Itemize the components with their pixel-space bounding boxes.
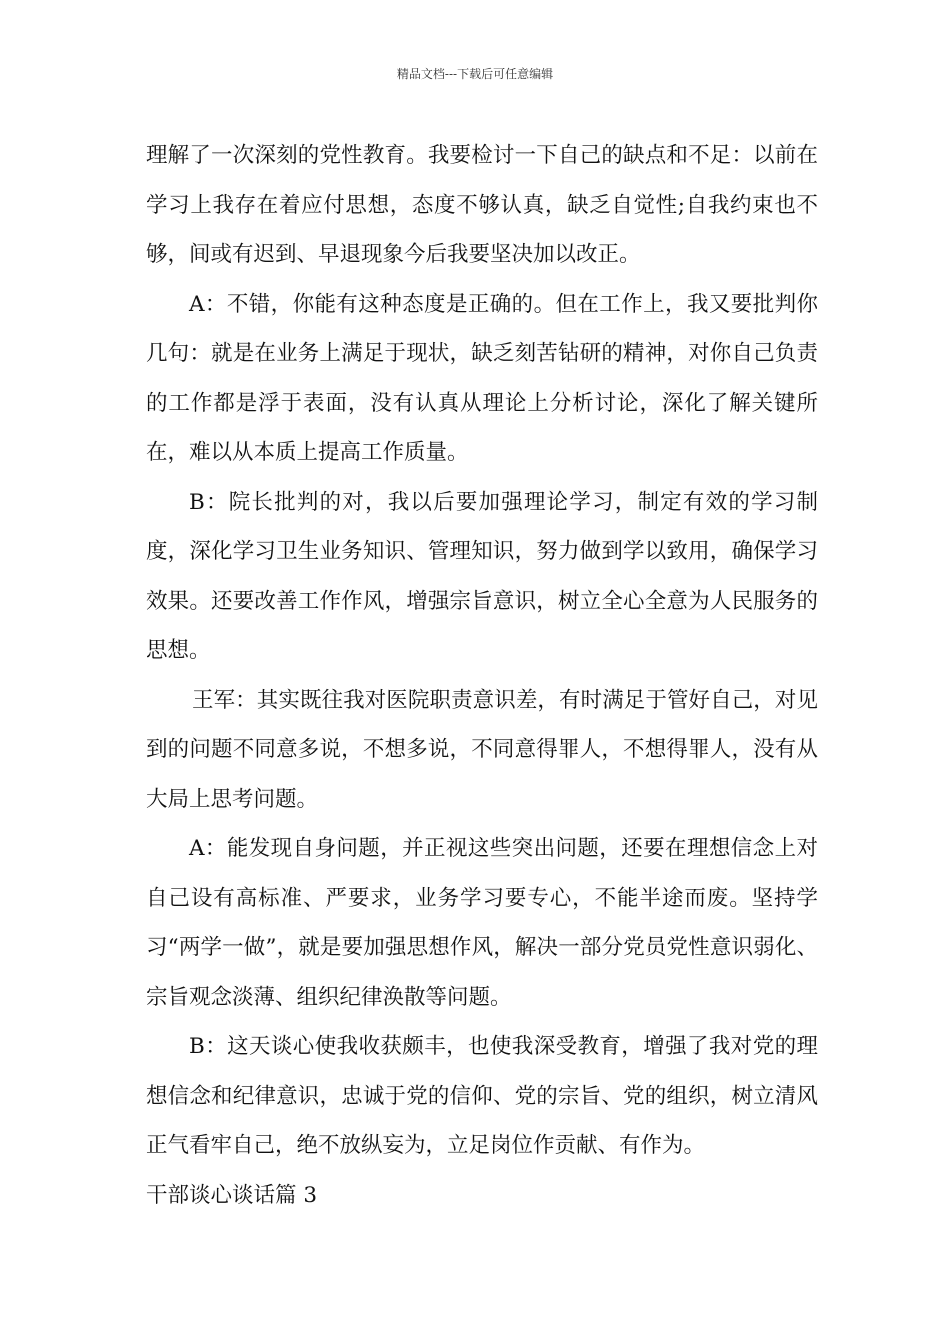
paragraph-1: 理解了一次深刻的党性教育。我要检讨一下自己的缺点和不足：以前在学习上我存在着应付思想，态度不够认真，缺乏自觉性;自我约束也不够，间或有迟到、早退现象今后我要坚决加以改正。 bbox=[146, 143, 818, 267]
paragraph-4: 王军：其实既往我对医院职责意识差，有时满足于管好自己，对见到的问题不同意多说，不想多说，不同意得罪人，不想得罪人，没有从大局上思考问题。 bbox=[146, 687, 818, 812]
paragraph-3: B：院长批判的对，我以后要加强理论学习，制定有效的学习制度，深化学习卫生业务知识、管理知识，努力做到学以致用，确保学习效果。还要改善工作作风，增强宗旨意识，树立全心全意为人民服务的思想。 bbox=[146, 489, 818, 663]
page-header: 精品文档---下载后可任意编辑 bbox=[396, 67, 554, 81]
paragraph-2: A：不错，你能有这种态度是正确的。但在工作上，我又要批判你几句：就是在业务上满足于现状，缺乏刻苦钻研的精神，对你自己负责的工作都是浮于表面，没有认真从理论上分析讨论，深化了解关键所在，难以从本质上提高工作质量。 bbox=[146, 291, 818, 465]
section-heading: 干部谈心谈话篇 3 bbox=[146, 1182, 318, 1208]
paragraph-5: A：能发现自身问题，并正视这些突出问题，还要在理想信念上对自己设有高标准、严要求，业务学习要专心，不能半途而废。坚持学习“两学一做”，就是要加强思想作风，解决一部分党员党性意识弱化、宗旨观念淡薄、组织纪律涣散等问题。 bbox=[146, 836, 818, 1010]
document-body bbox=[146, 131, 818, 1220]
paragraph-6: B：这天谈心使我收获颇丰，也使我深受教育，增强了我对党的理想信念和纪律意识，忠诚于党的信仰、党的宗旨、党的组织，树立清风正气看牢自己，绝不放纵妄为，立足岗位作贡献、有作为。 bbox=[146, 1034, 818, 1158]
